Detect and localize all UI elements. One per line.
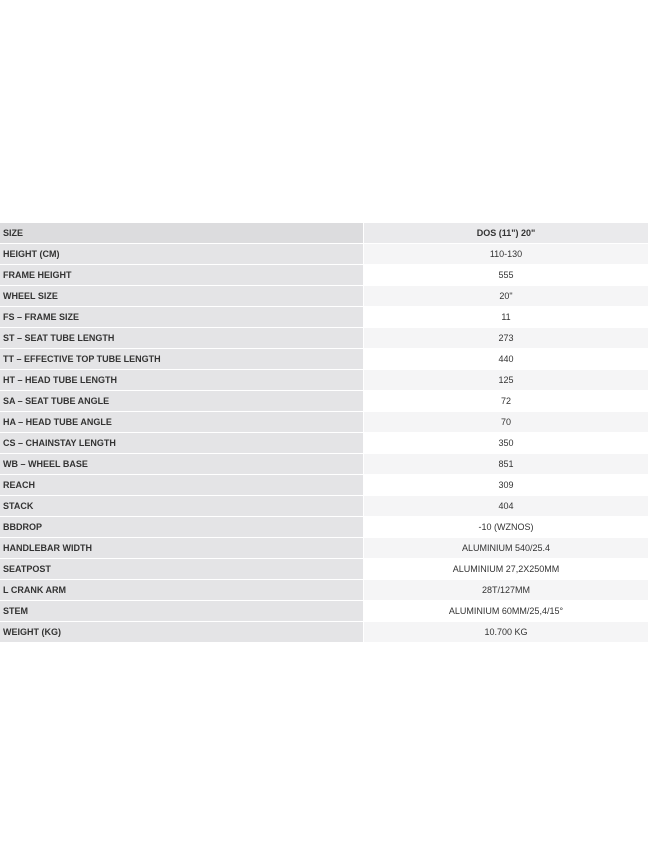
table-row (0, 559, 648, 580)
row-label: HA – HEAD TUBE ANGLE (0, 412, 364, 433)
table-row (0, 538, 648, 559)
row-label: STEM (0, 601, 364, 622)
geometry-spec-table (0, 223, 648, 643)
table-row (0, 496, 648, 517)
row-value: 555 (364, 265, 648, 286)
row-value: 309 (364, 475, 648, 496)
table-row (0, 580, 648, 601)
row-label: HEIGHT (CM) (0, 244, 364, 265)
row-label: L CRANK ARM (0, 580, 364, 601)
row-value: 70 (364, 412, 648, 433)
row-label: ST – SEAT TUBE LENGTH (0, 328, 364, 349)
row-label: HT – HEAD TUBE LENGTH (0, 370, 364, 391)
row-value: 125 (364, 370, 648, 391)
table-row (0, 433, 648, 454)
row-value: 440 (364, 349, 648, 370)
table-row (0, 265, 648, 286)
row-label: WEIGHT (KG) (0, 622, 364, 643)
table-row (0, 412, 648, 433)
table-row (0, 517, 648, 538)
row-label: HANDLEBAR WIDTH (0, 538, 364, 559)
row-label: SEATPOST (0, 559, 364, 580)
row-value: 28T/127MM (364, 580, 648, 601)
table-row (0, 307, 648, 328)
row-value: 404 (364, 496, 648, 517)
row-label: SA – SEAT TUBE ANGLE (0, 391, 364, 412)
table-row (0, 391, 648, 412)
table-row (0, 328, 648, 349)
table-row (0, 244, 648, 265)
table-row (0, 601, 648, 622)
table-row (0, 370, 648, 391)
row-label: BBDROP (0, 517, 364, 538)
row-label: FRAME HEIGHT (0, 265, 364, 286)
header-label: SIZE (0, 223, 364, 244)
table-row (0, 475, 648, 496)
row-value: 10.700 KG (364, 622, 648, 643)
row-value: 273 (364, 328, 648, 349)
header-size-value: DOS (11") 20" (364, 223, 648, 244)
row-value: 350 (364, 433, 648, 454)
row-label: WHEEL SIZE (0, 286, 364, 307)
row-label: CS – CHAINSTAY LENGTH (0, 433, 364, 454)
row-value: 110-130 (364, 244, 648, 265)
row-value: ALUMINIUM 60MM/25,4/15° (364, 601, 648, 622)
row-value: ALUMINIUM 27,2X250MM (364, 559, 648, 580)
row-label: STACK (0, 496, 364, 517)
row-label: WB – WHEEL BASE (0, 454, 364, 475)
table-row (0, 454, 648, 475)
table-row (0, 286, 648, 307)
table-row (0, 622, 648, 643)
row-label: REACH (0, 475, 364, 496)
table-row (0, 349, 648, 370)
row-value: 20" (364, 286, 648, 307)
row-label: TT – EFFECTIVE TOP TUBE LENGTH (0, 349, 364, 370)
row-value: 72 (364, 391, 648, 412)
table-header-row (0, 223, 648, 244)
row-value: 851 (364, 454, 648, 475)
row-label: FS – FRAME SIZE (0, 307, 364, 328)
row-value: 11 (364, 307, 648, 328)
row-value: -10 (WZNOS) (364, 517, 648, 538)
row-value: ALUMINIUM 540/25.4 (364, 538, 648, 559)
